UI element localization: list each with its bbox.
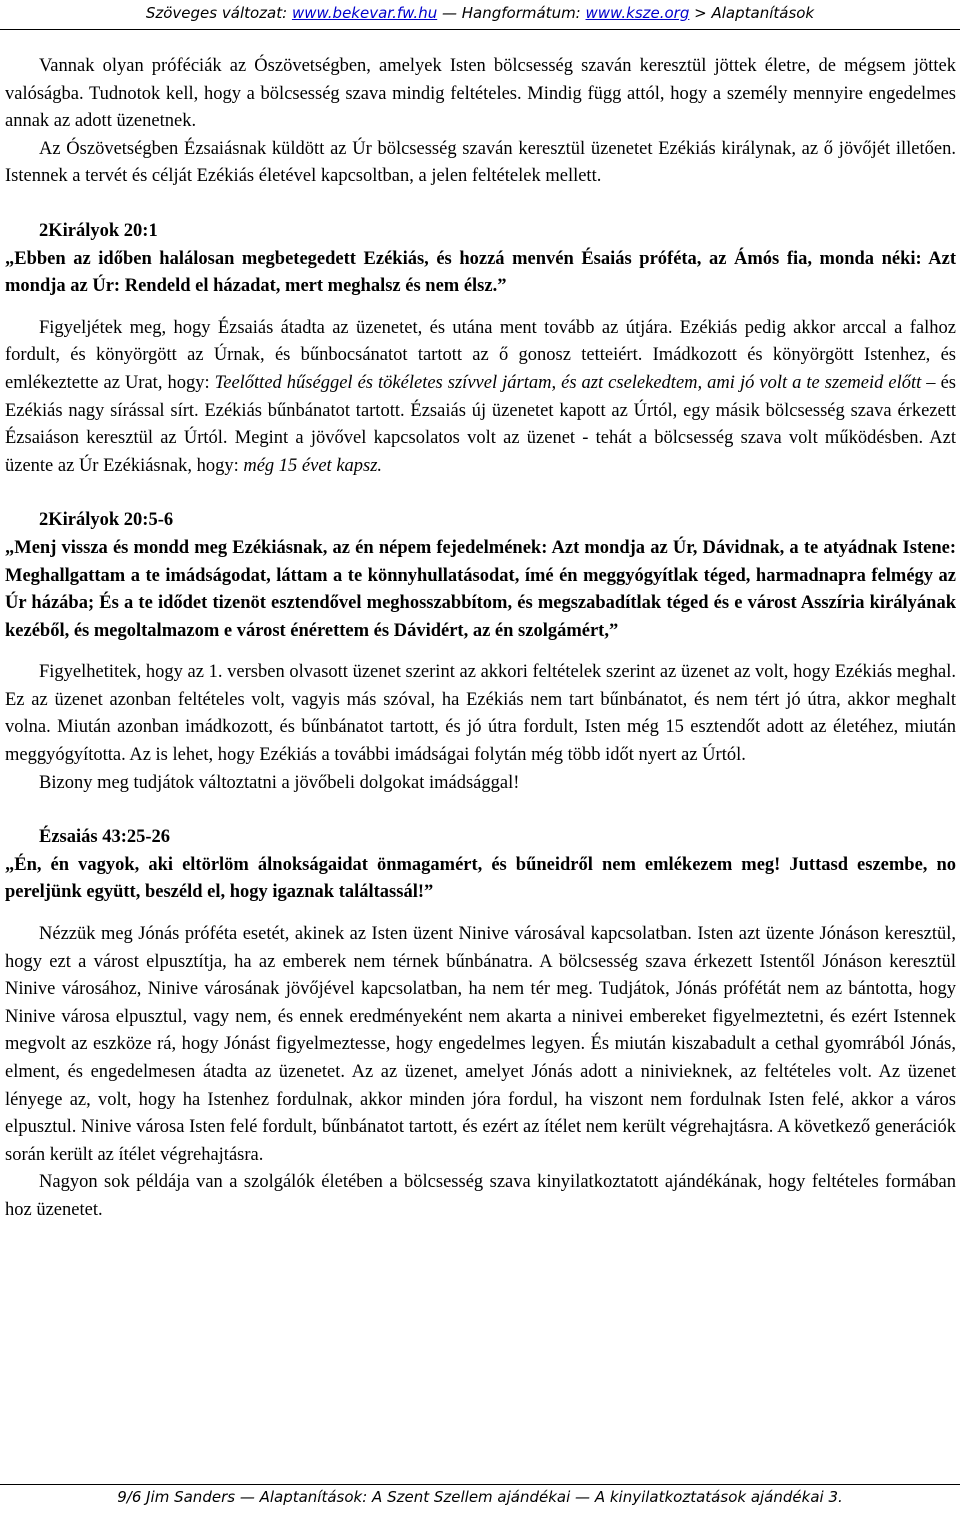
document-body [5,53,956,1225]
bible-reference-1: 2Királyok 20:1 [39,220,158,241]
bible-reference-3: Ézsaiás 43:25-26 [39,827,171,848]
footer-text: 9/6 Jim Sanders — Alaptanítások: A Szent Szellem ajándékai — A kinyilatkoztatások ajándékai 3. [117,1488,843,1506]
bible-quote-2: „Menj vissza és mondd meg Ezékiásnak, az én népem fejedelmének: Azt mondja az Úr, Dávidnak, a te atyádnak Istene: Meghallgattam a te imádságodat, láttam a te könnyhullatásodat, ímé én meggyógyítlak téged, harmadnapra felmégy az Úr házába; És a te idődet tizenöt esztendővel meghosszabbítom, és megszabadítlak téged és e várost Asszíria királyának kezéből, és megoltalmazom e várost énérettem és Dávidért, az én szolgámért,” [5,537,956,641]
bible-quote-1: „Ebben az időben halálosan megbetegedett Ezékiás, és hozzá menvén Ésaiás próféta, az Ámós fia, monda néki: Azt mondja az Úr: Rendeld el házadat, mert meghalsz és nem élsz.” [5,248,956,297]
paragraph-2: Az Ószövetségben Ézsaiásnak küldött az Úr bölcsesség szaván keresztül üzenetet Ezékiás királynak, az ő jövőjét illetően. Istennek a tervét és célját Ezékiás életével kapcsoltban, a jelen feltételek mellett. [5,138,956,187]
paragraph-3-part-a: Figyeljétek meg, hogy Ézsaiás átadta az üzenetet, és utána ment tovább az útjára. Ezékiás pedig akkor arccal a falhoz fordult, és könyörgött az Úrnak, és bűnbocsánatot tartott az ő gonosz tetteiért. Imádkozott és könyörgött Istenhez, és emlékeztette az Urat, hogy: [5,317,956,393]
bekevar-link[interactable]: www.bekevar.fw.hu [291,4,438,22]
spacer [5,480,956,507]
paragraph-3-quote: Teelőtted hűséggel és tökéletes szívvel jártam, és azt cselekedtem, ami jó volt a te szemeid előtt [214,372,922,393]
paragraph-1: Vannak olyan próféciák az Ószövetségben, amelyek Isten bölcsesség szaván keresztül jöttek életre, de mégsem jöttek valóságba. Tudnotok kell, hogy a bölcsesség szava mindig feltételes. Mindig függ attól, hogy a személy mennyire engedelmes annak az adott üzenetnek. [5,56,956,132]
ksze-link[interactable]: www.ksze.org [585,4,690,22]
bible-quote-3: „Én, én vagyok, aki eltörlöm álnokságaidat önmagamért, és bűneidről nem emlékezem meg! Juttasd eszembe, no pereljünk együtt, beszéld el, hogy igaznak találtassál!” [5,854,956,903]
paragraph-3 [5,315,956,481]
page-header [0,0,960,30]
header-suffix: > Alaptanítások [689,4,815,22]
paragraph-5: Bizony meg tudjátok változtatni a jövőbeli dolgokat imádsággal! [39,772,520,793]
page-footer [0,1484,960,1514]
paragraph-3-quote-2: még 15 évet kapsz. [243,455,383,476]
spacer [5,797,956,824]
spacer [5,645,956,659]
header-middle: — Hangformátum: [437,4,586,22]
paragraph-7: Nagyon sok példája van a szolgálók életében a bölcsesség szava kinyilatkoztatott ajándékának, hogy feltételes formában hoz üzenetet. [5,1172,956,1220]
bible-reference-2: 2Királyok 20:5-6 [39,510,174,531]
header-prefix: Szöveges változat: [145,4,292,22]
paragraph-4: Figyelhetitek, hogy az 1. versben olvasott üzenet szerint az akkori feltételek szerint az üzenet az volt, hogy Ezékiás meghal. Ez az üzenet azonban feltételes volt, vagyis más szóval, ha Ezékiás nem tart bűnbánatot, és nem tért jó útra, akkor meghalt volna. Miután azonban imádkozott, és bűnbánatot tartott, és jó útra fordult, Isten még 15 esztendőt adott az életéhez, miután meggyógyította. Az is lehet, hogy Ezékiás a további imádságai folytán még több időt nyert az Úrtól. [5,662,956,766]
spacer [5,907,956,921]
paragraph-3-part-b: – és Ezékiás nagy sírással sírt. Ezékiás bűnbánatot tartott. Ézsaiás új üzenetet kapott az Úrtól, egy másik bölcsesség szava érkezett Ézsaiáson keresztül az Úrtól. Megint a jövővel kapcsolatos volt az üzenet - tehát a bölcsesség szava volt működésben. Azt üzente az Úr Ezékiásnak, hogy: [5,372,956,476]
paragraph-6: Nézzük meg Jónás próféta esetét, akinek az Isten üzent Ninive városával kapcsolatban. Isten azt üzente Jónáson keresztül, hogy ezt a várost elpusztítja, ha az emberek nem térnek bűnbánatra. A bölcsesség szava érkezett Istentől Jónáson keresztül Ninive városához, Ninive városának jövőjével kapcsolatban, ha nem tér meg. Tudjátok, Jónás prófétát nem az bántotta, hogy Ninive városa elpusztul, vagy nem, és ennek eredményeként nem akarta a ninivei embereket figyelmeztetni, és ezért Istennek megvolt az eszköze rá, hogy Jónást figyelmeztesse, hogy engedelmes legyen. És miután kiszabadult a cethal gyomrából Jónás, elment, és engedelmesen átadta az üzenetet. Az az üzenet, amelyet Jónás adott a ninivieknek, az feltételes volt. Az üzenet lényege az, volt, hogy ha Istenhez fordulnak, akkor minden jóra fordul, ha viszont nem fordulnak Isten felé, akkor a város elpusztul. Ninive városa Isten felé fordult, bűnbánatot tartott, és ezért az ítélet nem került végrehajtásra. A következő generációk során került az ítélet végrehajtásra. [5,924,956,1165]
spacer [5,301,956,315]
spacer [5,191,956,218]
